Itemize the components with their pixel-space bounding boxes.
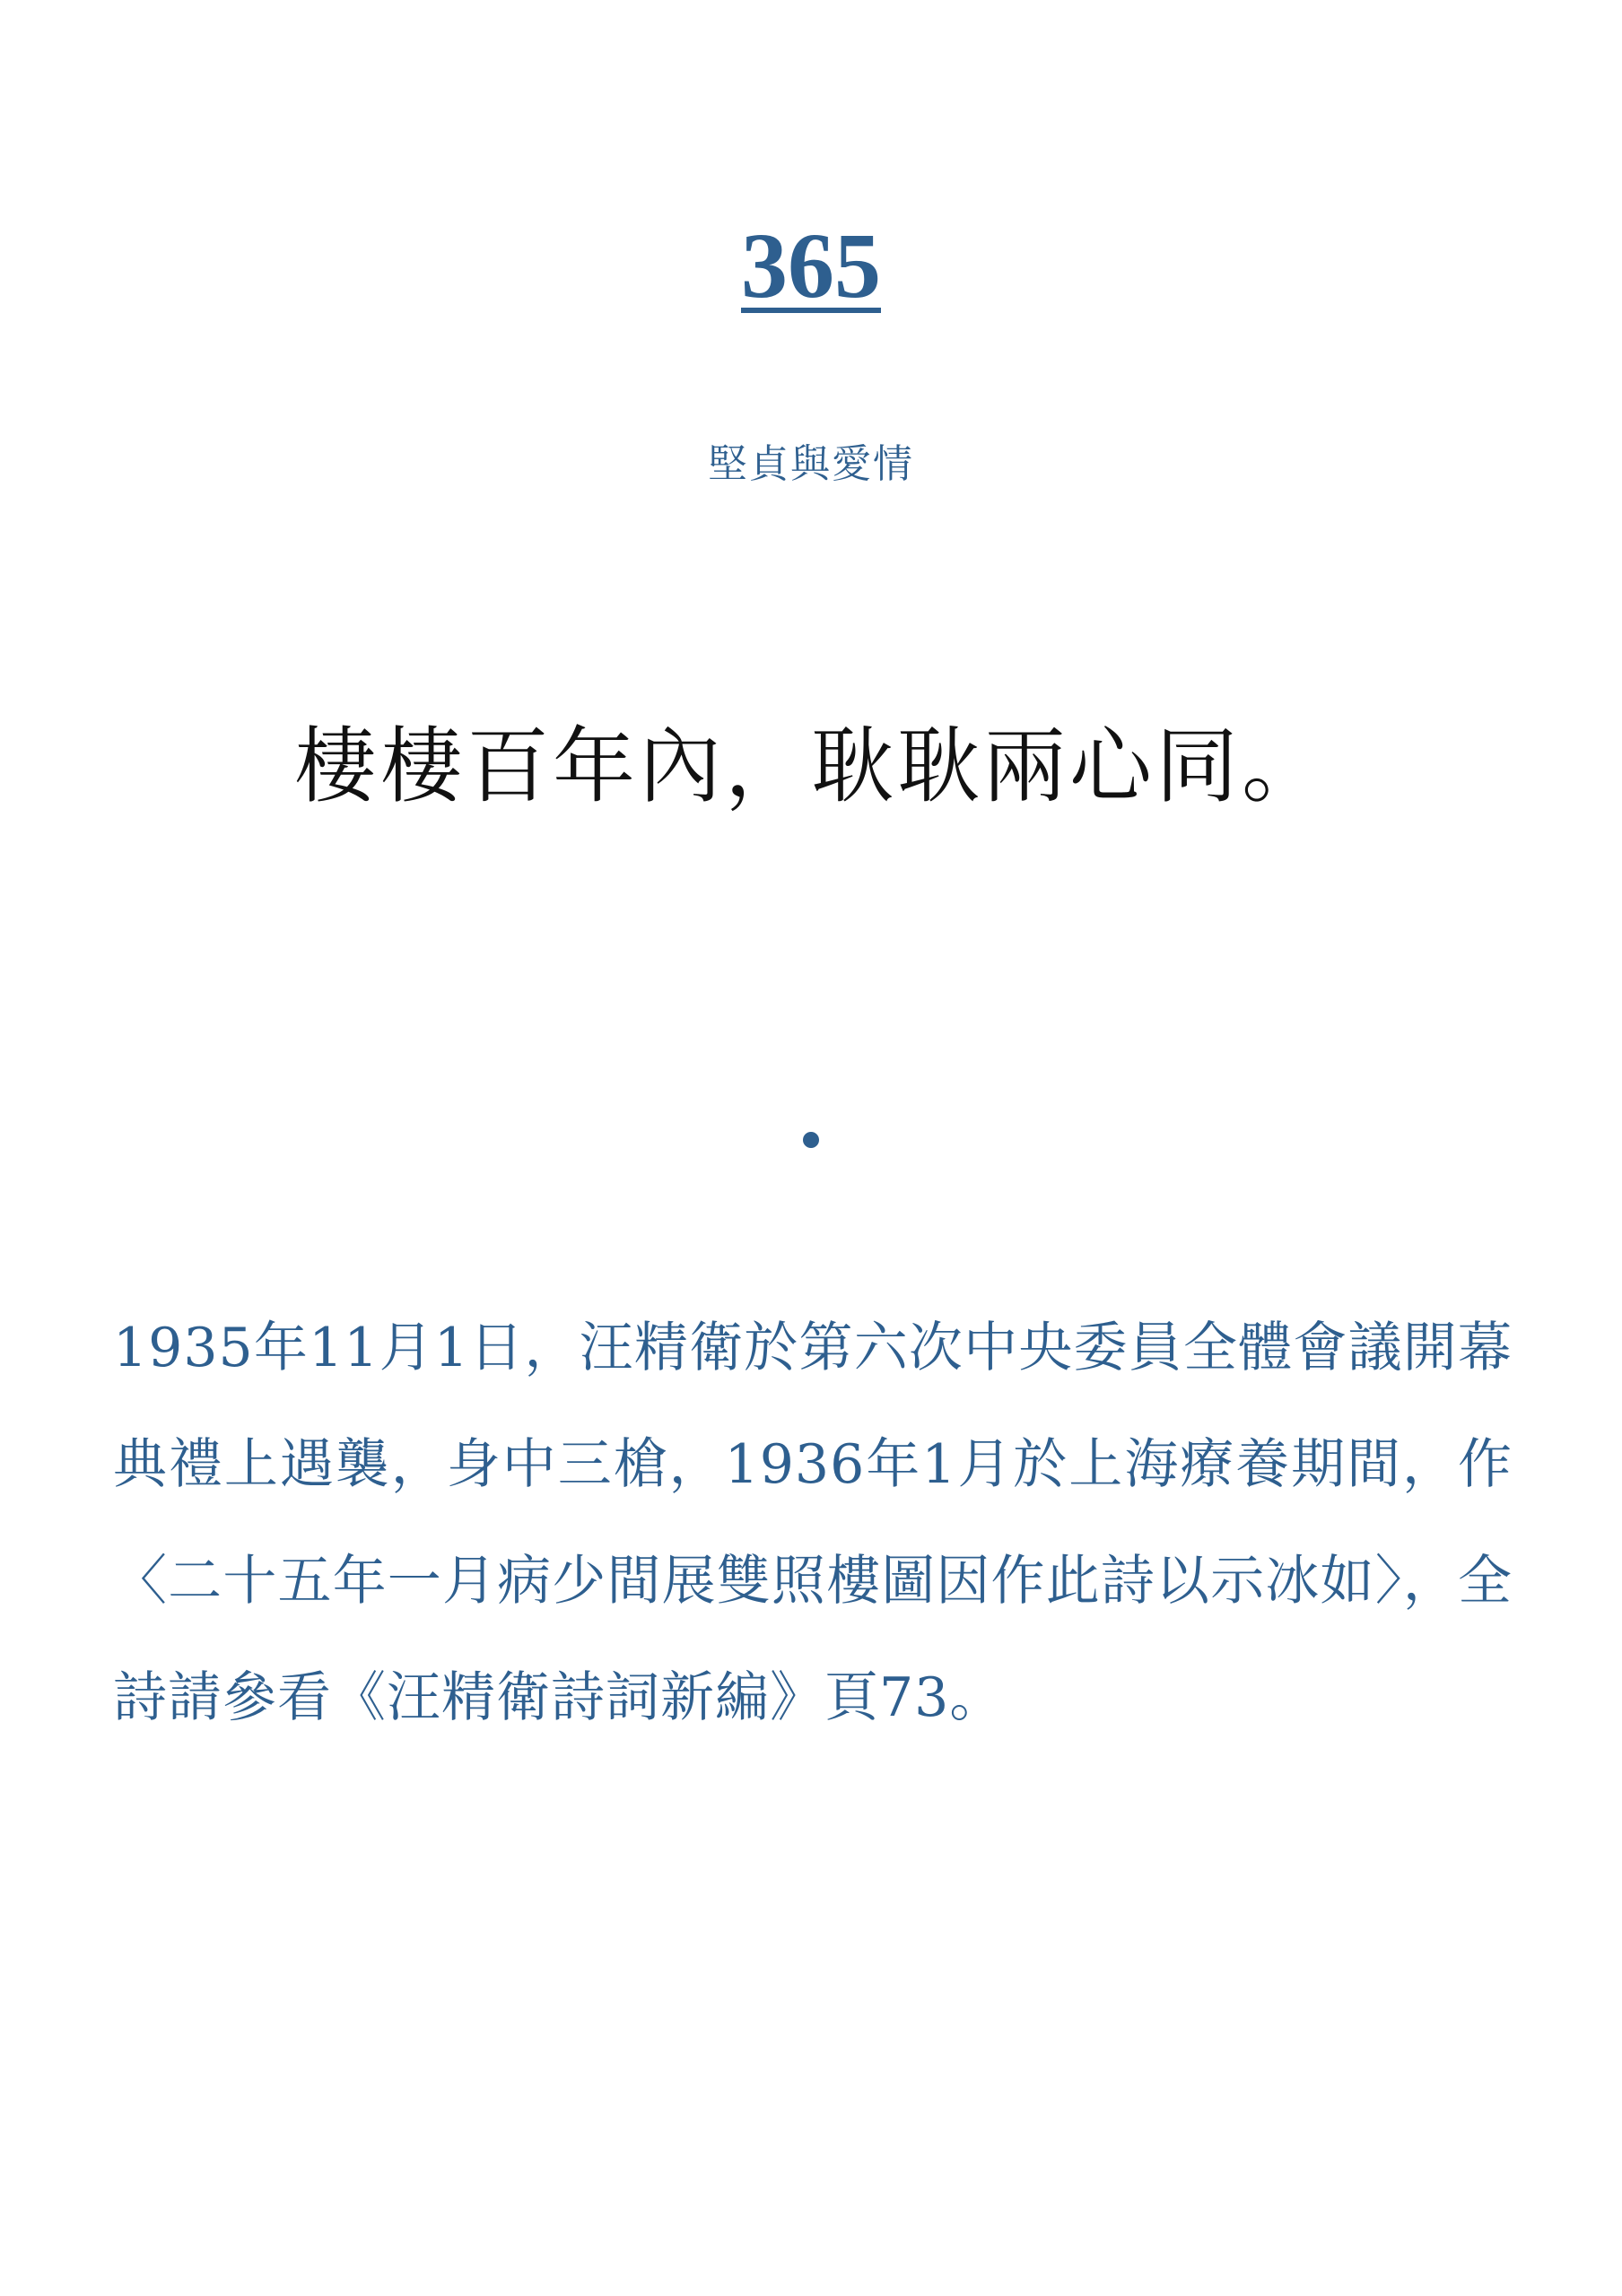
featured-verse: 棲棲百年內，耿耿兩心同。 [293,718,1328,814]
day-number-heading [0,208,1622,325]
day-number: 365 [741,214,881,317]
annotation-paragraph: 1935年11月1日，汪精衛於第六次中央委員全體會議開幕典禮上遇襲，身中三槍，1936年1月於上海療養期間，作〈二十五年一月病少間展雙照樓圖因作此詩以示冰如〉，全詩請參看《汪精衛詩詞新編》頁73。 [113,1317,1513,1729]
theme-label: 堅貞與愛情 [708,441,914,487]
divider-dot-icon [803,1132,819,1148]
